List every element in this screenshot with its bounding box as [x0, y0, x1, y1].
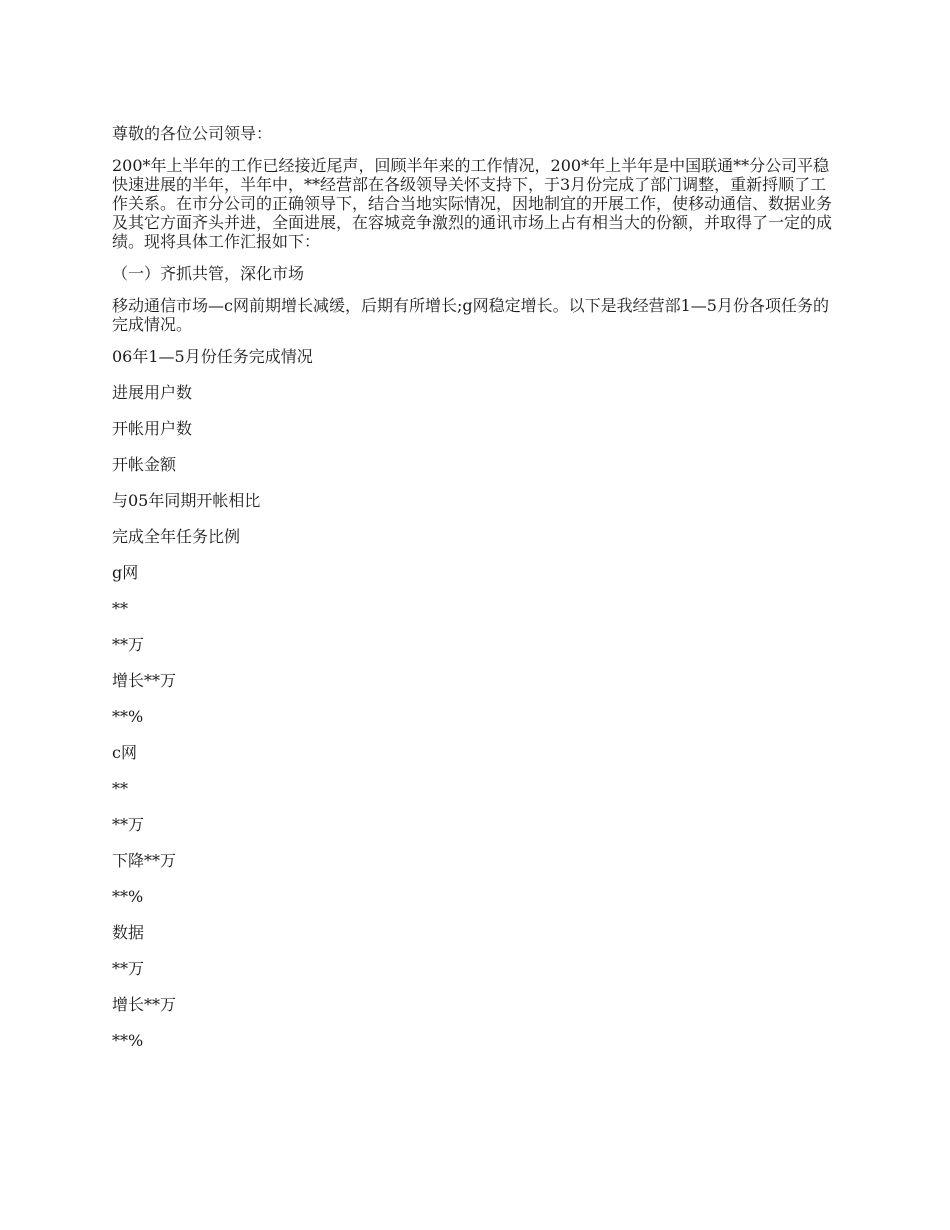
market-paragraph: 移动通信市场—c网前期增长减缓，后期有所增长;g网稳定增长。以下是我经营部1—5月份各项任务的完成情况。: [112, 296, 829, 334]
table-cell: **万: [112, 635, 145, 654]
table-cell: 增长**万: [112, 671, 177, 690]
table-cell-row-label: g网: [112, 563, 139, 582]
table-cell: 下降**万: [112, 851, 177, 870]
table-header: 完成全年任务比例: [112, 527, 241, 546]
table-cell: **: [112, 599, 128, 618]
intro-paragraph: 200*年上半年的工作已经接近尾声，回顾半年来的工作情况，200*年上半年是中国联通**分公司平稳快速进展的半年，半年中，**经营部在各级领导关怀支持下，于3月份完成了部门调整，重新捋顺了工作关系。在市分公司的正确领导下，结合当地实际情况，因地制宜的开展工作，使移动通信、数据业务及其它方面齐头并进，全面进展，在容城竞争激烈的通讯市场上占有相当大的份额，并取得了一定的成绩。现将具体工作汇报如下：: [112, 156, 833, 251]
table-cell: **%: [112, 887, 144, 906]
table-title: 06年1—5月份任务完成情况: [112, 347, 313, 366]
table-cell: **%: [112, 707, 144, 726]
section-heading: （一）齐抓共管，深化市场: [112, 264, 305, 283]
table-header: 进展用户数: [112, 383, 193, 402]
table-header: 开帐金额: [112, 455, 177, 474]
table-header: 与05年同期开帐相比: [112, 491, 261, 510]
table-cell: **万: [112, 815, 145, 834]
table-cell: **%: [112, 1031, 144, 1050]
table-cell: **万: [112, 959, 145, 978]
document-page: [112, 124, 832, 1067]
table-cell-row-label: 数据: [112, 923, 145, 942]
table-header: 开帐用户数: [112, 419, 193, 438]
table-cell-row-label: c网: [112, 743, 137, 762]
greeting: 尊敬的各位公司领导：: [112, 124, 273, 143]
table-cell: 增长**万: [112, 995, 177, 1014]
table-cell: **: [112, 779, 128, 798]
